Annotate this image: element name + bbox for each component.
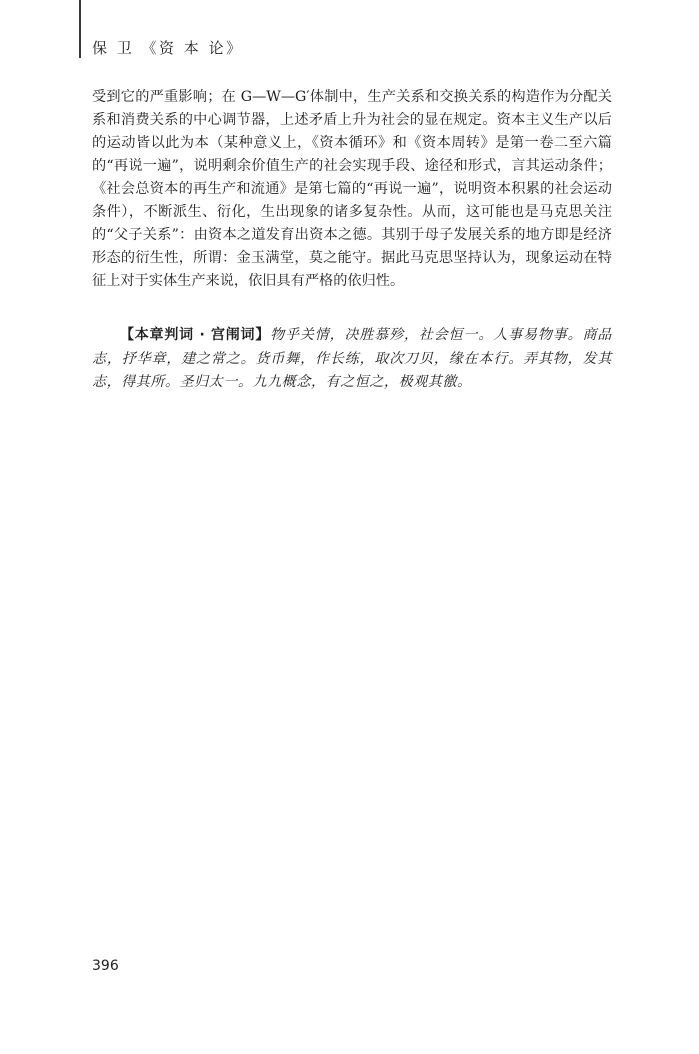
running-head: 保 卫 《资 本 论》 — [92, 39, 244, 57]
page-number: 396 — [92, 958, 119, 974]
chapter-verdict — [92, 324, 612, 395]
body-paragraph: 受到它的严重影响；在 G—W—G′体制中，生产关系和交换关系的构造作为分配关系和消费关系的中心调节器，上述矛盾上升为社会的显在规定。资本主义生产以后的运动皆以此为本（某种意义上，《资本循环》和《资本周转》是第一卷二至六篇的“再说一遍”，说明剩余价值生产的社会实现手段、途径和形式，言其运动条件；《社会总资本的再生产和流通》是第七篇的“再说一遍”，说明资本积累的社会运动条件），不断派生、衍化，生出现象的诸多复杂性。从而，这可能也是马克思关注的“父子关系”：由资本之道发育出资本之德。其别于母子发展关系的地方即是经济形态的衍生性，所谓：金玉满堂，莫之能守。据此马克思坚持认为，现象运动在特征上对于实体生产来说，依旧具有严格的依归性。 — [92, 89, 612, 289]
verdict-title: 【本章判词 · 宫闱词】 — [120, 327, 271, 343]
verdict-text: 物乎关情，决胜慕殄，社会恒一。人事易物事。商品志，抒华章，建之常之。货币舞，作长练，取次刀贝，缘在本行。弄其物，发其志，得其所。圣归太一。九九概念，有之恒之，极观其徼。 — [92, 327, 612, 390]
header-rule — [79, 0, 81, 58]
